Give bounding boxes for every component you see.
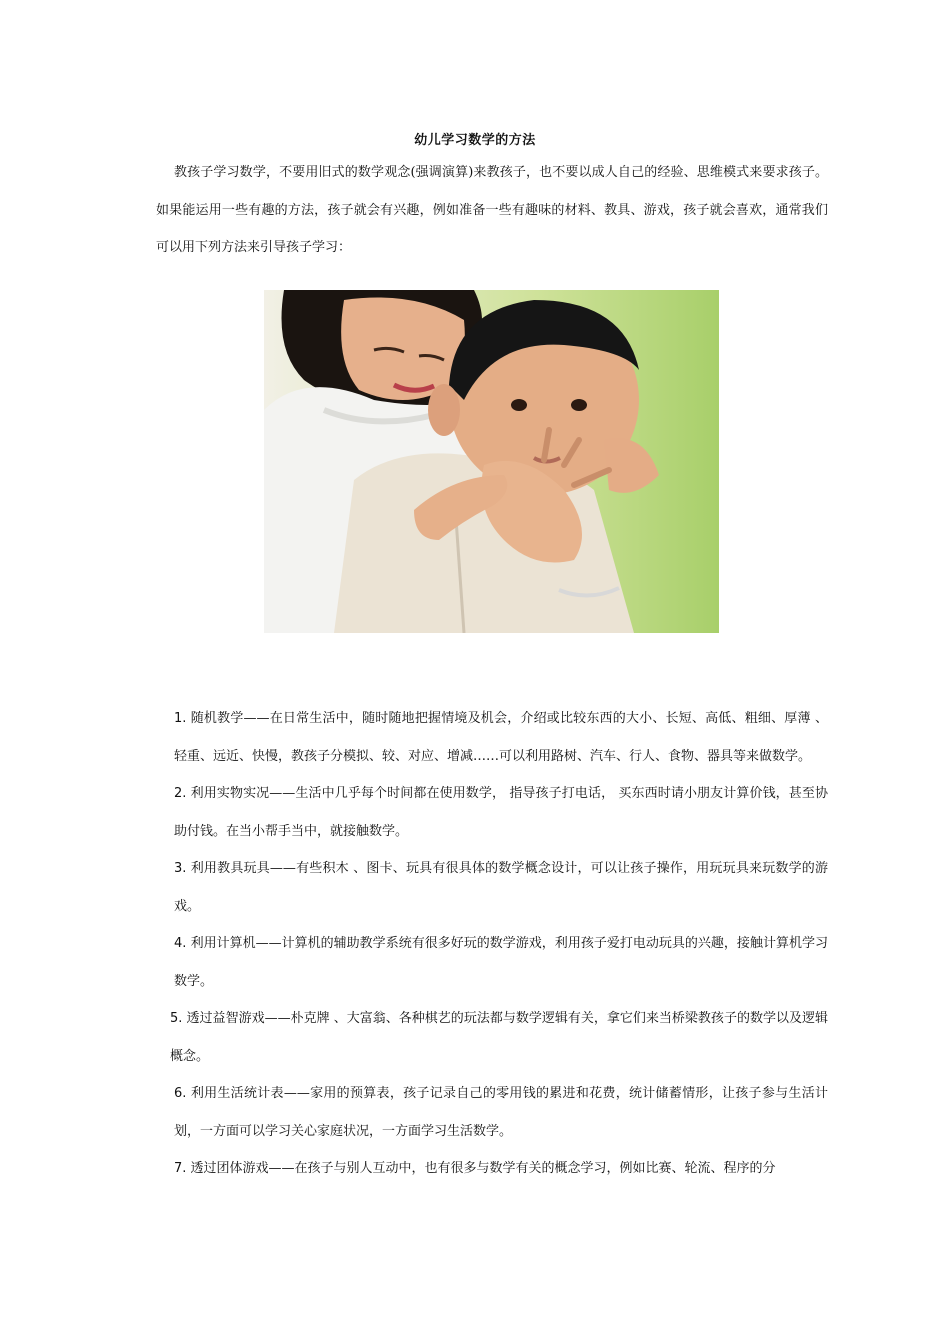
intro-paragraph: 教孩子学习数学，不要用旧式的数学观念(强调演算)来教孩子，也不要以成人自己的经验、思维模式来要求孩子。如果能运用一些有趣的方法，孩子就会有兴趣，例如准备一些有趣味的材料、教具、游戏，孩子就会喜欢，通常我们可以用下列方法来引导孩子学习： <box>156 165 828 255</box>
photo-mother-child <box>264 290 719 633</box>
mother-child-counting-fingers-photo <box>264 290 719 633</box>
list-item: 5. 透过益智游戏——朴克牌 、大富翁、各种棋艺的玩法都与数学逻辑有关，拿它们来当桥梁教孩子的数学以及逻辑概念。 <box>170 1011 828 1064</box>
list-item: 2. 利用实物实况——生活中几乎每个时间都在使用数学， 指导孩子打电话， 买东西时请小朋友计算价钱，甚至协助付钱。在当小帮手当中，就接触数学。 <box>174 786 829 839</box>
list-item: 3. 利用教具玩具——有些积木 、图卡、玩具有很具体的数学概念设计，可以让孩子操作，用玩玩具来玩数学的游戏。 <box>174 861 828 914</box>
list-item: 1. 随机教学——在日常生活中，随时随地把握情境及机会，介绍或比较东西的大小、长短、高低、粗细、厚薄 、轻重、远近、快慢，教孩子分模拟、较、对应、增减……可以利用路树、汽车、行人、食物、器具等来做数学。 <box>174 711 828 764</box>
list-item: 7. 透过团体游戏——在孩子与别人互动中，也有很多与数学有关的概念学习，例如比赛、轮流、程序的分 <box>174 1161 776 1176</box>
list-item: 4. 利用计算机——计算机的辅助教学系统有很多好玩的数学游戏，利用孩子爱打电动玩具的兴趣，接触计算机学习数学。 <box>174 936 828 989</box>
methods-list <box>156 700 828 1188</box>
list-item: 6. 利用生活统计表——家用的预算表，孩子记录自己的零用钱的累进和花费，统计储蓄情形，让孩子参与生活计划，一方面可以学习关心家庭状况，一方面学习生活数学。 <box>174 1086 828 1139</box>
document-title: 幼儿学习数学的方法 <box>414 133 536 148</box>
